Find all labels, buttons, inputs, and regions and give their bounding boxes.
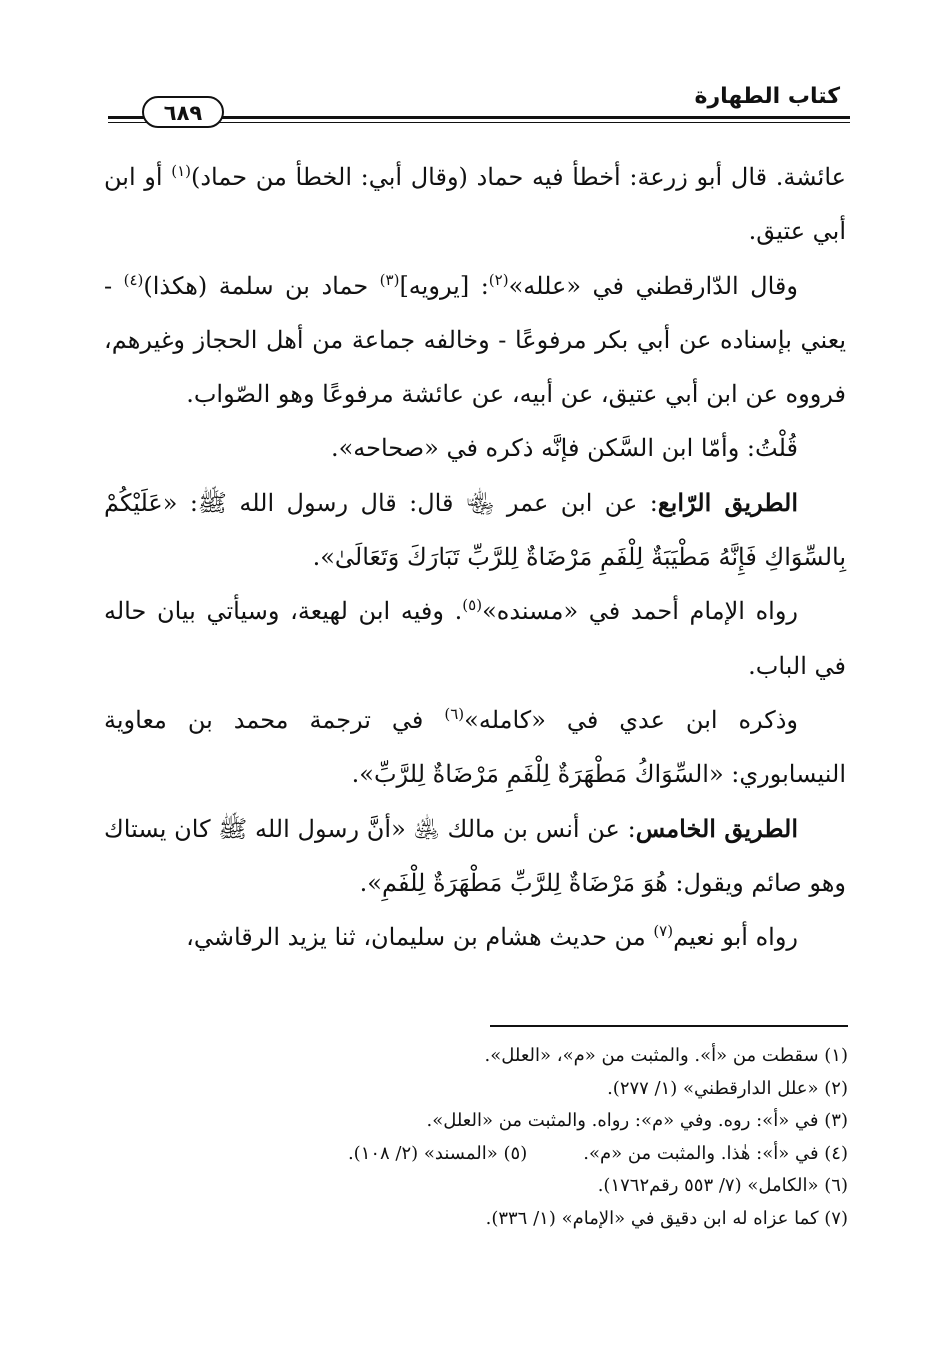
footnotes (104, 1040, 848, 1235)
footnote-separator (490, 1025, 848, 1027)
footnote-ref-4: (٤) (123, 270, 144, 289)
footnote-4: (٤) في «أ»: هٰذا. والمثبت من «م». (583, 1142, 848, 1164)
footnote-4-5-line (104, 1138, 848, 1171)
footnote-3: (٣) في «أ»: روه. وفي «م»: رواه. والمثبت من «العلل». (426, 1110, 848, 1131)
paragraph-8: رواه أبو نعيم$^{(٧)}$ من حديث هشام بن سليمان، ثنا يزيد الرقاشي، (186, 922, 798, 952)
paragraph-6: وذكره ابن عدي في «كامله»$^{(٦)}$ في ترجمة محمد بن معاوية النيسابوري: «السِّوَاكُ مَطْهَرَةٌ لِلْفَمِ مَرْضَاةٌ لِلرَّبِّ». (104, 704, 846, 789)
page-header (108, 78, 850, 130)
page-number: ٦٨٩ (142, 96, 224, 128)
paragraph-5: رواه الإمام أحمد في «مسنده»$^{(٥)}$. وفيه ابن لهيعة، وسيأتي بيان حاله في الباب. (104, 596, 846, 680)
paragraph-4: الطريق الرّابع: عن ابن عمر ﵄ قال: قال رسول الله ﷺ: «عَلَيْكُمْ بِالسِّوَاكِ فَإِنَّهُ مَطْيَبَةٌ لِلْفَمِ مَرْضَاةٌ لِلرَّبِّ تَبَارَكَ وَتَعَالَىٰ». (104, 487, 846, 572)
footnote-ref-7: (٧) (653, 922, 674, 941)
footnote-ref-2: (٢) (488, 270, 509, 289)
footnote-2: (٢) «علل الدارقطني» (١/ ٢٧٧). (607, 1077, 848, 1099)
footnote-ref-6: (٦) (444, 704, 465, 723)
footnote-ref-3: (٣) (379, 270, 400, 289)
footnote-ref-1: (١) (171, 162, 191, 180)
paragraph-7: الطريق الخامس: عن أنس بن مالك ﵁ «أنَّ رسول الله ﷺ كان يستاك وهو صائم ويقول: هُوَ مَرْضَاةٌ لِلرَّبِّ مَطْهَرَةٌ لِلْفَمِ». (104, 813, 846, 897)
footnote-5: (٥) «المسند» (٢/ ١٠٨). (347, 1142, 528, 1164)
paragraph-1: عائشة. قال أبو زرعة: أخطأ فيه حماد (وقال أبي: الخطأ من حماد)$^{(١)}$ أو ابن أبي عتيق. (104, 162, 846, 246)
footnote-7: (٧) كما عزاه له ابن دقيق في «الإمام» (١/ ٣٣٦). (485, 1207, 848, 1229)
footnote-6: (٦) «الكامل» (٧/ ٥٥٣ رقم١٧٦٢). (597, 1175, 848, 1196)
section-label-fourth-path: الطريق الرّابع (657, 487, 798, 517)
footnote-ref-5: (٥) (462, 596, 483, 615)
paragraph-2: وقال الدّارقطني في «علله»$^{(٢)}$: [يرويه]$^{(٣)}$ حماد بن سلمة (هكذا)$^{(٤)}$ - يعني بإسناده عن أبي بكر مرفوعًا - وخالفه جماعة من أهل الحجاز وغيرهم، فرووه عن ابن أبي عتيق، عن أبيه، عن عائشة مرفوعًا وهو الصّواب. (104, 270, 846, 409)
book-title: كتاب الطهارة (694, 84, 840, 109)
section-label-fifth-path: الطريق الخامس (635, 813, 799, 843)
footnote-1: (١) سقطت من «أ». والمثبت من «م»، «العلل». (484, 1045, 848, 1066)
paragraph-3: قُلْتُ: وأمّا ابن السَّكن فإنَّه ذكره في «صحاحه». (330, 434, 798, 463)
main-text (104, 150, 846, 964)
